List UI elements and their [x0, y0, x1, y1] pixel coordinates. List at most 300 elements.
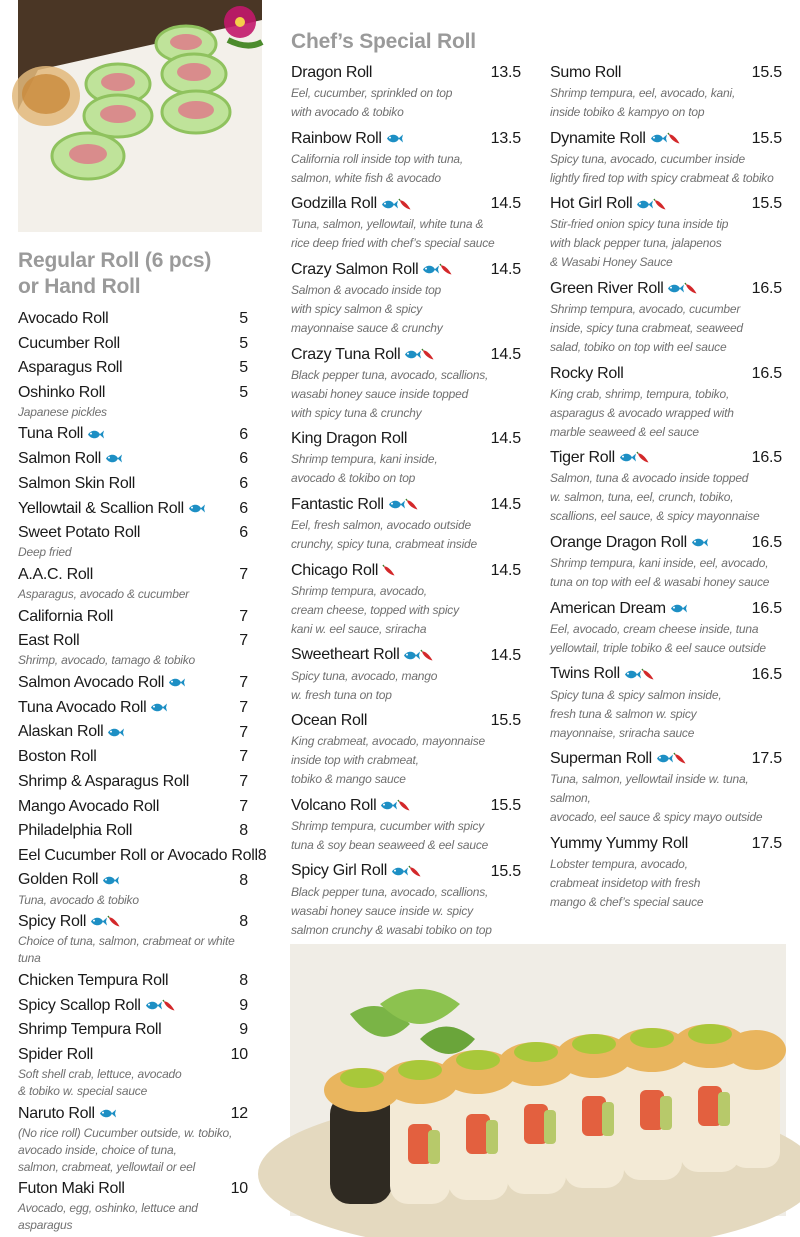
menu-item-row	[550, 447, 782, 469]
menu-item	[18, 473, 248, 495]
menu-item-icons	[391, 860, 421, 882]
menu-item-row	[18, 771, 248, 793]
menu-item-row	[18, 746, 248, 768]
chef-special-list-1	[291, 62, 521, 945]
menu-item-row	[18, 448, 248, 470]
menu-item-name	[18, 911, 120, 933]
menu-item-price: 15.5	[751, 195, 782, 213]
menu-item-icons	[150, 697, 167, 719]
menu-item-name-text: Dragon Roll	[291, 64, 373, 81]
menu-item-icons	[382, 560, 395, 582]
menu-item-icons	[102, 869, 119, 891]
menu-item-icons	[388, 494, 418, 516]
fish-icon	[386, 133, 403, 144]
fish-icon	[650, 133, 667, 144]
menu-item-name	[550, 447, 649, 469]
menu-item	[18, 448, 248, 470]
menu-item-price: 5	[239, 359, 248, 377]
menu-item-name	[550, 363, 623, 385]
menu-item-name	[18, 606, 113, 628]
fish-icon	[188, 503, 205, 514]
menu-item-description: Asparagus, avocado & cucumber	[18, 587, 189, 602]
menu-item-price: 14.5	[490, 496, 521, 514]
menu-item	[18, 796, 248, 818]
menu-item-price: 14.5	[490, 345, 521, 363]
menu-item-row	[291, 193, 521, 215]
menu-item-name-text: Superman Roll	[550, 750, 652, 768]
menu-item-name-text: Orange Dragon Roll	[550, 534, 687, 552]
menu-item	[18, 630, 248, 669]
menu-item-name-text: Futon Maki Roll	[18, 1180, 125, 1198]
chili-pepper-icon	[108, 916, 120, 927]
menu-item-row	[18, 308, 248, 330]
menu-item-icons	[403, 644, 433, 666]
menu-item-row	[18, 845, 267, 867]
menu-item-price: 13.5	[490, 129, 521, 147]
menu-item-icons	[619, 447, 649, 469]
menu-item-row	[18, 869, 248, 891]
menu-item-name-text: Rocky Roll	[550, 364, 624, 382]
menu-item-description: Shrimp tempura, cucumber with spicy tuna & soy bean seaweed & eel sauce	[291, 818, 489, 852]
menu-item-price: 9	[239, 996, 248, 1014]
menu-item-price: 7	[239, 566, 248, 584]
menu-item-price: 6	[239, 524, 248, 542]
menu-item-price: 7	[239, 723, 248, 741]
menu-item-price: 16.5	[751, 449, 782, 467]
menu-item-name-text: Mango Avocado Roll	[18, 797, 160, 815]
menu-item-row	[18, 911, 248, 933]
menu-item-name	[18, 721, 124, 743]
menu-item	[550, 363, 782, 442]
menu-item-row	[18, 697, 248, 719]
menu-item-price: 5	[239, 310, 248, 327]
menu-item-name-text: Hot Girl Roll	[550, 195, 633, 213]
menu-item-name	[291, 795, 410, 817]
menu-item-name-text: American Dream	[550, 599, 666, 617]
fish-icon	[87, 429, 104, 440]
menu-item	[18, 869, 248, 908]
menu-item-row	[18, 606, 248, 628]
menu-item-description: Eel, cucumber, sprinkled on top with avocado & tobiko	[291, 86, 453, 119]
fish-icon	[380, 800, 397, 811]
menu-item-row	[18, 357, 248, 379]
menu-item-description: Shrimp tempura, kani inside, eel, avocado, tuna on top with eel & wasabi honey sauce	[550, 556, 770, 590]
menu-item-price: 14.5	[490, 261, 521, 279]
menu-item	[18, 423, 248, 445]
menu-item-description: Deep fried	[18, 545, 72, 560]
menu-item-price: 6	[239, 450, 248, 468]
menu-item-description: Black pepper tuna, avocado, scallions, wasabi honey sauce inside w. spicy salmon crunchy & wasabi tobiko on top	[291, 884, 492, 937]
chili-pepper-icon	[406, 499, 418, 510]
menu-item-name-text: East Roll	[18, 632, 80, 650]
menu-item-price: 6	[239, 499, 248, 517]
menu-item	[291, 259, 521, 338]
menu-item-name	[18, 869, 119, 891]
menu-item-name	[550, 663, 654, 685]
menu-item	[291, 128, 521, 188]
menu-item-description: Tuna, salmon, yellowtail, white tuna & rice deep fried with chef’s special sauce	[291, 217, 495, 251]
menu-item-name-text: Asparagus Roll	[18, 359, 123, 377]
menu-item-name	[18, 1103, 116, 1125]
chili-pepper-icon	[668, 133, 680, 144]
menu-item-name-text: Spicy Girl Roll	[291, 862, 387, 880]
fish-icon	[145, 1000, 162, 1011]
menu-item-name	[291, 193, 411, 215]
fish-icon	[422, 264, 439, 275]
menu-item-description: Shrimp tempura, avocado, cucumber inside, spicy tuna crabmeat, seaweed salad, tobiko on top with eel sauce	[550, 302, 743, 355]
menu-item-price: 14.5	[490, 430, 521, 448]
chili-pepper-icon	[163, 1000, 175, 1011]
menu-item-name-text: Shrimp & Asparagus Roll	[18, 772, 189, 790]
menu-item-icons	[624, 663, 654, 685]
menu-item-row	[18, 1178, 248, 1200]
menu-item-name-text: Ocean Roll	[291, 712, 368, 730]
menu-item-row	[291, 428, 521, 450]
fish-icon	[150, 702, 167, 713]
menu-item	[18, 721, 248, 743]
menu-item-icons	[107, 721, 124, 743]
menu-item	[18, 1103, 248, 1176]
menu-item-name	[550, 748, 686, 770]
menu-item-name	[550, 128, 680, 150]
menu-item-description: Shrimp, avocado, tamago & tobiko	[18, 653, 196, 668]
menu-item-name	[291, 344, 434, 366]
menu-item-row	[550, 663, 782, 685]
menu-item-price: 9	[239, 1021, 248, 1039]
menu-item-name	[18, 1019, 161, 1041]
menu-item-price: 16.5	[751, 280, 782, 298]
menu-item-row	[18, 522, 248, 544]
menu-item-name	[550, 532, 708, 554]
menu-item-row	[18, 1103, 248, 1125]
menu-item	[550, 62, 782, 122]
menu-item-price: 14.5	[490, 646, 521, 664]
menu-item-name-text: Yummy Yummy Roll	[550, 834, 689, 852]
menu-item-price: 12	[230, 1104, 248, 1122]
menu-item-name-text: Salmon Skin Roll	[18, 475, 136, 493]
menu-item-row	[18, 820, 248, 842]
fish-icon	[619, 452, 636, 463]
menu-item-name	[18, 382, 105, 404]
menu-item-price: 17.5	[751, 834, 782, 852]
menu-item-name	[291, 259, 452, 281]
menu-item	[18, 564, 248, 603]
menu-item	[550, 833, 782, 912]
menu-item-name-text: Sweet Potato Roll	[18, 524, 141, 542]
menu-item-description: Eel, fresh salmon, avocado outside crunchy, spicy tuna, crabmeat inside	[291, 518, 478, 552]
menu-item-name-text: Crazy Salmon Roll	[291, 261, 419, 279]
menu-item	[18, 845, 267, 867]
menu-item-row	[18, 564, 248, 586]
menu-item-name-text: Rainbow Roll	[291, 129, 382, 147]
menu-item	[18, 1044, 248, 1100]
menu-item-name-text: Cucumber Roll	[18, 334, 120, 352]
menu-item-name-text: Sumo Roll	[550, 64, 622, 81]
menu-item-icons	[656, 748, 686, 770]
menu-item-row	[550, 363, 782, 385]
menu-item-price: 15.5	[490, 712, 521, 730]
menu-item-row	[18, 630, 248, 652]
menu-item	[291, 193, 521, 253]
menu-item-name-text: Tuna Roll	[18, 425, 84, 443]
menu-item-price: 14.5	[490, 195, 521, 213]
menu-item	[18, 606, 248, 628]
cucumber-roll-photo	[18, 0, 262, 232]
menu-item-row	[18, 473, 248, 495]
menu-item-row	[550, 193, 782, 215]
menu-item-row	[550, 532, 782, 554]
menu-item-row	[291, 644, 521, 666]
menu-item-name	[18, 970, 168, 992]
menu-item-name-text: Eel Cucumber Roll or Avocado Roll	[18, 846, 258, 864]
chili-pepper-icon	[399, 199, 411, 210]
menu-item-name-text: Dynamite Roll	[550, 129, 646, 147]
menu-item	[18, 333, 248, 355]
menu-item-row	[291, 710, 521, 732]
menu-item-description: (No rice roll) Cucumber outside, w. tobiko, avocado inside, choice of tuna, salmon, crabmeat, yellowtail or eel	[18, 1125, 233, 1174]
fish-icon	[99, 1108, 116, 1119]
menu-item-price: 16.5	[751, 364, 782, 382]
menu-item-name-text: Oshinko Roll	[18, 383, 106, 401]
menu-item-name-text: Shrimp Tempura Roll	[18, 1021, 162, 1039]
menu-item-description: Spicy tuna, avocado, cucumber inside lightly fired top with spicy crabmeat & tobiko	[550, 151, 774, 185]
menu-item-name-text: Tiger Roll	[550, 449, 615, 467]
menu-item-icons	[636, 193, 666, 215]
menu-item-price: 7	[239, 607, 248, 625]
menu-item-name-text: Tuna Avocado Roll	[18, 698, 147, 716]
menu-item	[291, 494, 521, 554]
menu-item-row	[291, 860, 521, 882]
menu-item-name	[18, 564, 93, 586]
menu-item-name-text: Spicy Roll	[18, 913, 87, 931]
regular-roll-heading-line2: or Hand Roll	[18, 275, 141, 298]
menu-item-icons	[145, 995, 175, 1017]
menu-item-name	[291, 560, 395, 582]
fish-icon	[670, 603, 687, 614]
chili-pepper-icon	[398, 800, 410, 811]
menu-item	[18, 771, 248, 793]
menu-item-row	[550, 278, 782, 300]
menu-item-name	[18, 796, 159, 818]
menu-item-price: 7	[239, 674, 248, 692]
menu-item-description: Shrimp tempura, avocado, cream cheese, topped with spicy kani w. eel sauce, sriracha	[291, 583, 459, 636]
menu-item-price: 13.5	[490, 64, 521, 81]
menu-item-description: Black pepper tuna, avocado, scallions, wasabi honey sauce inside topped with spicy tuna & crunchy	[291, 367, 489, 420]
menu-item	[550, 748, 782, 827]
menu-item	[550, 128, 782, 188]
menu-item-name-text: Fantastic Roll	[291, 496, 384, 514]
menu-item-row	[291, 259, 521, 281]
menu-item	[291, 860, 521, 939]
fish-icon	[391, 866, 408, 877]
menu-item-row	[18, 995, 248, 1017]
menu-item	[18, 1178, 248, 1234]
menu-item-name	[291, 128, 403, 150]
menu-item-price: 15.5	[490, 796, 521, 814]
menu-item	[18, 498, 248, 520]
menu-item-name-text: Avocado Roll	[18, 310, 109, 327]
menu-item-name	[550, 193, 666, 215]
menu-item-price: 16.5	[751, 599, 782, 617]
menu-item-row	[18, 721, 248, 743]
menu-item	[291, 644, 521, 704]
menu-item-name	[18, 473, 135, 495]
menu-item-price: 8	[239, 913, 248, 931]
menu-item-name	[291, 860, 421, 882]
menu-item-price: 5	[239, 383, 248, 401]
menu-item-icons	[667, 278, 697, 300]
menu-item-price: 6	[239, 425, 248, 443]
menu-item	[18, 820, 248, 842]
menu-item-row	[18, 333, 248, 355]
menu-item-icons	[168, 672, 185, 694]
menu-item-row	[291, 494, 521, 516]
menu-item-name-text: Yellowtail & Scallion Roll	[18, 499, 184, 517]
menu-item-name	[18, 630, 79, 652]
fish-icon	[107, 727, 124, 738]
menu-item-row	[550, 62, 782, 84]
menu-item-description: Choice of tuna, salmon, crabmeat or white tuna	[18, 934, 235, 966]
menu-item-row	[18, 382, 248, 404]
menu-item-name	[291, 710, 367, 732]
menu-item-icons	[99, 1103, 116, 1125]
chili-pepper-icon	[440, 264, 452, 275]
menu-item	[550, 278, 782, 357]
menu-item	[291, 795, 521, 855]
menu-item-row	[291, 344, 521, 366]
menu-item-name	[18, 498, 205, 520]
menu-item-price: 14.5	[490, 561, 521, 579]
menu-item	[18, 746, 248, 768]
menu-item	[18, 308, 248, 330]
fish-icon	[381, 199, 398, 210]
menu-item-price: 10	[230, 1180, 248, 1198]
fish-icon	[656, 753, 673, 764]
menu-item-description: Eel, avocado, cream cheese inside, tuna yellowtail, triple tobiko & eel sauce outside	[550, 621, 766, 655]
menu-item-icons	[404, 344, 434, 366]
menu-item	[550, 598, 782, 658]
fish-icon	[667, 283, 684, 294]
menu-item-price: 15.5	[751, 129, 782, 147]
menu-item-icons	[670, 598, 687, 620]
menu-item-name	[18, 308, 108, 330]
menu-item-icons	[422, 259, 452, 281]
menu-item-price: 16.5	[751, 534, 782, 552]
menu-item-row	[550, 748, 782, 770]
menu-item-row	[291, 128, 521, 150]
menu-item-row	[18, 1019, 248, 1041]
chili-pepper-icon	[422, 349, 434, 360]
menu-item	[291, 428, 521, 488]
chili-pepper-icon	[421, 650, 433, 661]
menu-item-name	[18, 820, 132, 842]
menu-item-name	[18, 697, 167, 719]
menu-item-description: Shrimp tempura, kani inside, avocado & tokibo on top	[291, 452, 438, 486]
fish-icon	[105, 453, 122, 464]
menu-item-icons	[87, 423, 104, 445]
menu-item	[291, 62, 521, 122]
menu-item-name	[550, 278, 697, 300]
menu-item-price: 16.5	[751, 665, 782, 683]
menu-item-row	[18, 796, 248, 818]
menu-item-name-text: California Roll	[18, 607, 114, 625]
menu-item-price: 10	[230, 1045, 248, 1063]
fish-icon	[102, 875, 119, 886]
menu-item	[18, 697, 248, 719]
menu-item-price: 15.5	[751, 64, 782, 81]
menu-item-name-text: Green River Roll	[550, 280, 664, 298]
menu-item-name-text: Chicken Tempura Roll	[18, 971, 169, 989]
menu-item-icons	[650, 128, 680, 150]
menu-item-name	[18, 746, 97, 768]
menu-item-description: Soft shell crab, lettuce, avocado & tobiko w. special sauce	[18, 1066, 182, 1098]
menu-item	[550, 532, 782, 592]
chili-pepper-icon	[654, 199, 666, 210]
menu-item-name	[18, 672, 185, 694]
menu-item-name-text: Philadelphia Roll	[18, 822, 133, 840]
menu-item-description: King crabmeat, avocado, mayonnaise inside top with crabmeat, tobiko & mango sauce	[291, 734, 485, 787]
menu-item	[18, 522, 248, 561]
chili-pepper-icon	[674, 753, 686, 764]
menu-item-name	[18, 448, 122, 470]
menu-item-name-text: King Dragon Roll	[291, 430, 408, 448]
menu-item-name	[550, 833, 688, 855]
menu-item-row	[18, 423, 248, 445]
menu-item-description: Spicy tuna, avocado, mango w. fresh tuna on top	[291, 668, 438, 702]
menu-item-description: Spicy tuna & spicy salmon inside, fresh tuna & salmon w. spicy mayonnaise, sriracha sauce	[550, 687, 722, 740]
menu-item-name-text: Volcano Roll	[291, 796, 377, 814]
menu-item-icons	[386, 128, 403, 150]
menu-item-row	[550, 598, 782, 620]
menu-item-price: 7	[239, 632, 248, 650]
menu-item-price: 8	[239, 822, 248, 840]
menu-item-name	[18, 423, 104, 445]
chili-pepper-icon	[637, 452, 649, 463]
menu-item-description: Stir-fried onion spicy tuna inside tip with black pepper tuna, jalapenos & Wasabi Honey Sauce	[550, 217, 729, 270]
regular-roll-heading-line1: Regular Roll (6 pcs)	[18, 249, 212, 272]
menu-item-price: 7	[239, 772, 248, 790]
menu-item-name-text: Crazy Tuna Roll	[291, 345, 401, 363]
chili-pepper-icon	[383, 565, 395, 576]
menu-item-name-text: Spider Roll	[18, 1045, 93, 1063]
menu-item-price: 6	[239, 475, 248, 493]
fish-icon	[168, 677, 185, 688]
menu-item	[550, 193, 782, 272]
menu-item-name-text: A.A.C. Roll	[18, 566, 93, 584]
menu-item-row	[18, 672, 248, 694]
chili-pepper-icon	[409, 866, 421, 877]
menu-item-description: Salmon, tuna & avocado inside topped w. salmon, tuna, eel, crunch, tobiko, scallions, eel sauce, & spicy mayonnaise	[550, 471, 760, 524]
menu-item-name-text: Spicy Scallop Roll	[18, 996, 141, 1014]
menu-item	[18, 995, 248, 1017]
menu-item-description: Lobster tempura, avocado, crabmeat insidetop with fresh mango & chef’s special sauce	[550, 856, 704, 909]
menu-item-name	[291, 62, 372, 84]
menu-item-name-text: Godzilla Roll	[291, 195, 377, 213]
specialty-roll-photo	[290, 944, 786, 1216]
menu-item	[291, 710, 521, 789]
chili-pepper-icon	[685, 283, 697, 294]
menu-item-description: California roll inside top with tuna, salmon, white fish & avocado	[291, 151, 464, 185]
fish-icon	[388, 499, 405, 510]
menu-item	[18, 911, 248, 967]
menu-item-name	[18, 333, 120, 355]
regular-roll-heading	[18, 248, 211, 300]
menu-item-name	[18, 771, 189, 793]
menu-item-row	[18, 970, 248, 992]
menu-item-price: 7	[239, 748, 248, 766]
menu-item-price: 15.5	[490, 862, 521, 880]
fish-icon	[90, 916, 107, 927]
